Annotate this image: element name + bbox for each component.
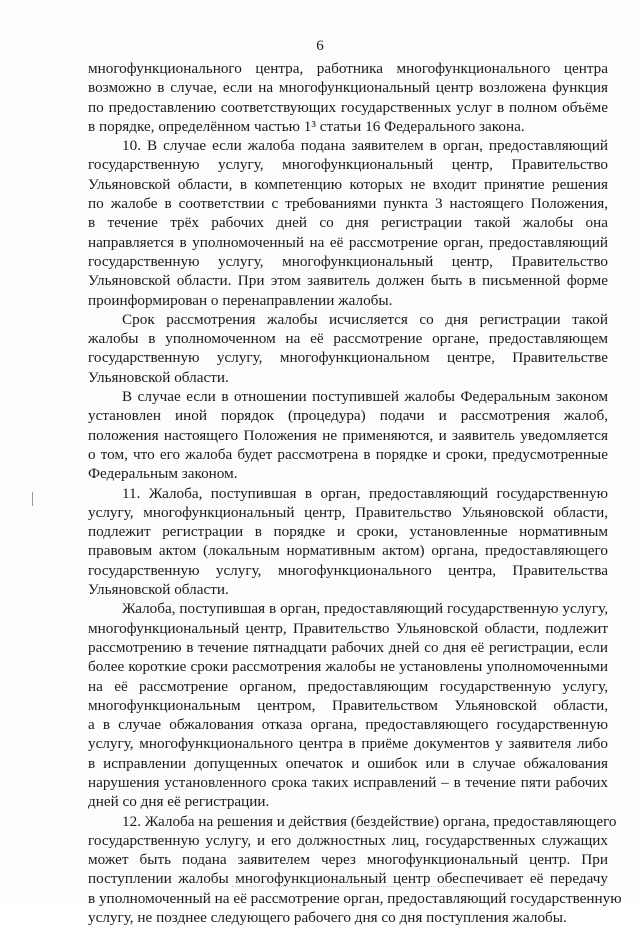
text-line: в порядке, определённом частью 1³ статьи 16 Федерального закона.: [88, 117, 525, 135]
text-line: 11. Жалоба, поступившая в орган, предоставляющий государственную: [122, 484, 608, 502]
text-line: услугу, не позднее следующего рабочего дня со дня поступления жалобы.: [88, 909, 567, 927]
paragraph: [88, 599, 608, 811]
text-line: государственную услугу, многофункциональном центре, Правительстве: [88, 349, 608, 367]
text-line: в течение трёх рабочих дней со дня регистрации такой жалобы она: [88, 214, 608, 232]
paragraph: [88, 484, 608, 600]
text-line: государственную услугу, многофункциональный центр, Правительство: [88, 252, 608, 270]
text-line: многофункциональный центр, Правительство Ульяновской области, подлежит: [88, 619, 608, 637]
text-line: государственную услугу, и его должностных лиц, государственных служащих: [88, 831, 608, 849]
text-line: о том, что его жалоба будет рассмотрена в порядке и сроки, предусмотренные: [88, 445, 608, 463]
text-line: более короткие сроки рассмотрения жалобы не установлены уполномоченными: [88, 658, 608, 676]
margin-mark: [32, 492, 33, 506]
text-line: проинформирован о перенаправлении жалобы.: [88, 291, 393, 309]
text-line: 10. В случае если жалоба подана заявителем в орган, предоставляющий: [122, 137, 608, 155]
text-line: Ульяновской области.: [88, 581, 229, 599]
text-line: возможно в случае, если на многофункциональный центр возложена функция: [88, 79, 608, 97]
text-line: Ульяновской области. При этом заявитель должен быть в письменной форме: [88, 272, 608, 290]
text-line: государственную услугу, многофункциональный центр, Правительство: [88, 156, 608, 174]
page-number: 6: [316, 38, 324, 54]
text-line: по предоставлению соответствующих государственных услуг в полном объёме: [88, 98, 608, 116]
text-line: рассмотрению в течение пятнадцати рабочих дней со дня её регистрации, если: [88, 638, 608, 656]
text-line: В случае если в отношении поступившей жалобы Федеральным законом: [122, 388, 608, 406]
text-line: многофункционального центра, работника многофункционального центра: [88, 60, 608, 77]
text-line: Федеральным законом.: [88, 465, 238, 483]
document-body: [88, 59, 622, 927]
paragraph: [88, 812, 622, 927]
text-line: государственную услугу, многофункционального центра, Правительства: [88, 561, 608, 579]
text-line: правовым актом (локальным нормативным актом) органа, предоставляющего: [88, 542, 608, 560]
text-line: дней со дня её регистрации.: [88, 793, 270, 811]
text-line: направляется в уполномоченный на её рассмотрение орган, предоставляющий: [88, 233, 608, 251]
text-line: установлен иной порядок (процедура) подачи и рассмотрения жалоб,: [88, 407, 608, 425]
text-line: жалобы в уполномоченном на её рассмотрение органе, предоставляющем: [88, 330, 608, 348]
paragraph: [88, 387, 608, 483]
paragraph: [88, 310, 608, 387]
text-line: а в случае обжалования отказа органа, предоставляющего государственную: [88, 716, 608, 734]
text-line: Ульяновской области.: [88, 368, 229, 386]
text-line: Срок рассмотрения жалобы исчисляется со дня регистрации такой: [122, 310, 608, 328]
text-line: 12. Жалоба на решения и действия (бездействие) органа, предоставляющего: [122, 812, 617, 830]
text-line: Ульяновской области, в компетенцию которых не входит принятие решения: [88, 175, 608, 193]
text-line: многофункциональным центром, Правительством Ульяновской области,: [88, 696, 608, 714]
text-line: по жалобе в соответствии с требованиями пункта 3 настоящего Положения,: [88, 195, 608, 213]
text-line: Жалоба, поступившая в орган, предоставляющий государственную услугу,: [122, 600, 608, 618]
text-line: нарушения установленного срока таких исправлений – в течение пяти рабочих: [88, 773, 608, 791]
text-line: положения настоящего Положения не применяются, и заявитель уведомляется: [88, 426, 608, 444]
text-line: подлежит регистрации в порядке и сроки, установленные нормативным: [88, 523, 608, 541]
text-line: поступлении жалобы многофункциональный центр обеспечивает её передачу: [88, 870, 608, 888]
paragraph: [88, 59, 608, 136]
text-line: в исправлении допущенных опечаток и ошибок или в случае обжалования: [88, 754, 608, 772]
text-line: на её рассмотрение органом, предоставляющим государственную услугу,: [88, 677, 608, 695]
text-line: услугу, многофункционального центра в приёме документов у заявителя либо: [88, 735, 608, 753]
scan-artifact: [232, 886, 492, 889]
text-line: в уполномоченный на её рассмотрение орган, предоставляющий государственную: [88, 889, 622, 907]
text-line: может быть подана заявителем через многофункциональный центр. При: [88, 851, 608, 869]
paragraph: [88, 136, 608, 310]
text-line: услугу, многофункциональный центр, Правительство Ульяновской области,: [88, 503, 608, 521]
